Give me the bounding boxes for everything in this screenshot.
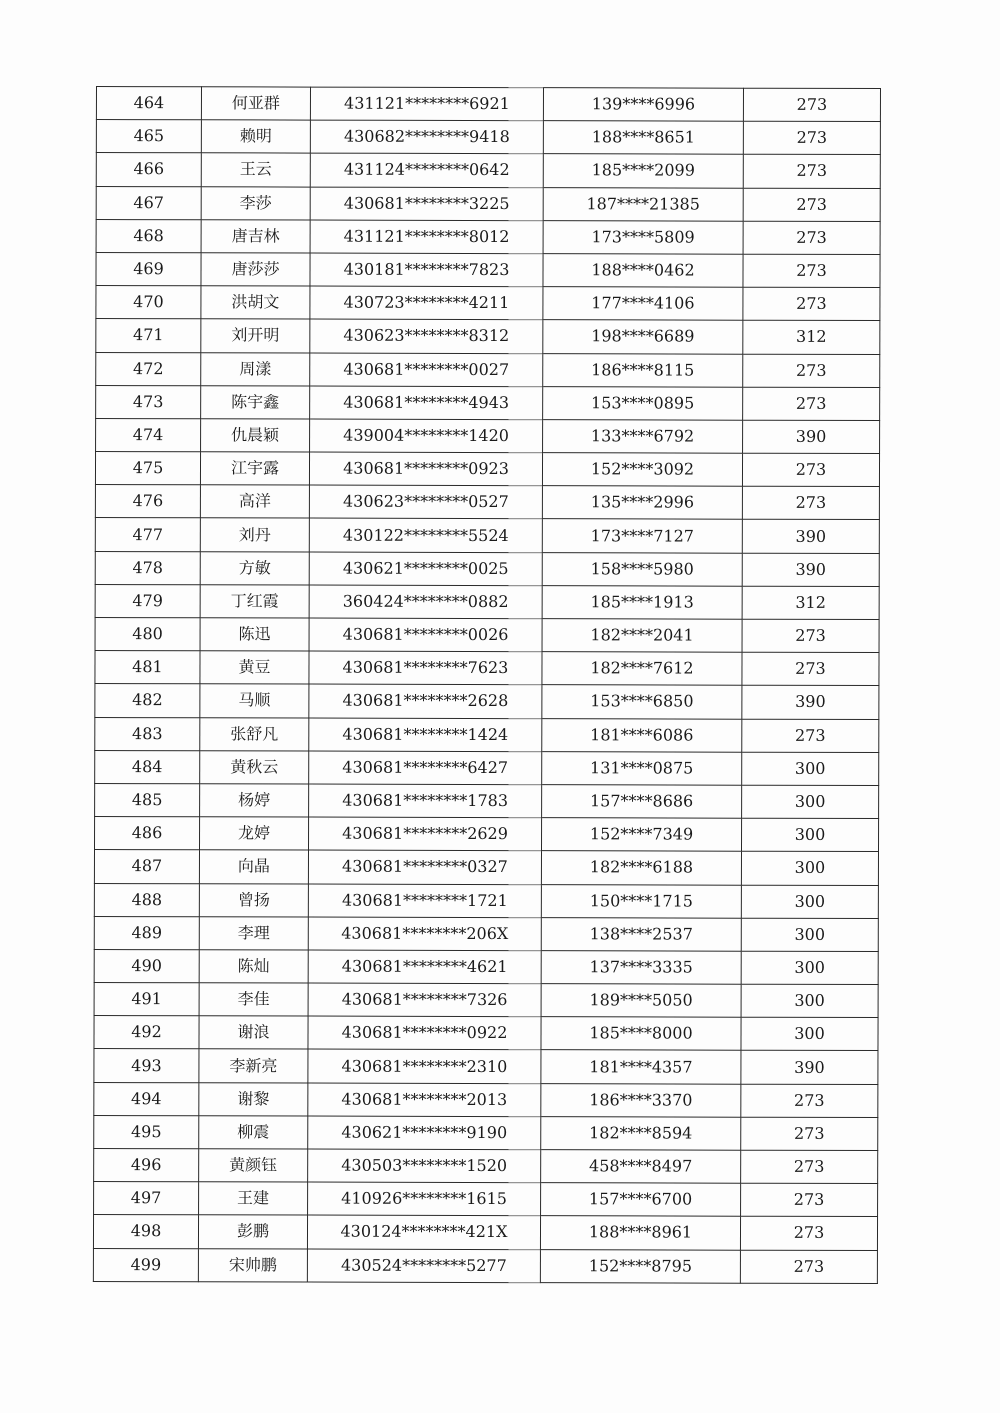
person-name-cell: 李莎 [201,186,310,219]
person-name-cell: 陈灿 [199,950,308,983]
phone-number-cell: 182****2041 [542,619,742,653]
table-row [96,87,880,122]
table-row [94,1182,878,1217]
person-name-cell: 彭鹏 [198,1215,307,1248]
row-number-cell: 482 [95,684,200,717]
phone-number-cell: 153****6850 [542,685,742,719]
amount-cell: 300 [742,785,879,819]
table-row [93,1248,877,1283]
phone-number-cell: 138****2537 [541,917,741,951]
amount-cell: 273 [742,652,879,686]
amount-cell: 390 [743,420,880,454]
person-name-cell: 黄颜钰 [199,1149,308,1182]
person-name-cell: 赖明 [201,120,310,153]
person-name-cell: 柳震 [199,1116,308,1149]
person-name-cell: 高洋 [200,485,309,518]
id-number-cell: 431121********6921 [310,87,543,121]
id-number-cell: 430681********2628 [309,684,542,718]
person-name-cell: 刘丹 [200,518,309,551]
table-row [95,783,879,818]
person-name-cell: 马顺 [200,684,309,717]
roster-table [93,86,881,1284]
table-row [95,817,879,852]
phone-number-cell: 135****2996 [542,486,742,520]
row-number-cell: 466 [96,153,201,186]
person-name-cell: 仇晨颖 [201,419,310,452]
amount-cell: 390 [742,686,879,720]
phone-number-cell: 186****8115 [543,353,743,387]
person-name-cell: 龙婷 [199,817,308,850]
row-number-cell: 498 [93,1215,198,1248]
phone-number-cell: 187****21385 [543,187,743,221]
amount-cell: 300 [741,951,878,985]
table-row [94,983,878,1018]
person-name-cell: 丁红霞 [200,585,309,618]
phone-number-cell: 198****6689 [543,320,743,354]
id-number-cell: 431121********8012 [310,220,543,254]
phone-number-cell: 157****8686 [542,785,742,819]
amount-cell: 273 [743,287,880,321]
row-number-cell: 480 [95,617,200,650]
amount-cell: 273 [741,1183,878,1217]
id-number-cell: 430681********2629 [308,817,541,851]
amount-cell: 300 [741,818,878,852]
table-row [94,1115,878,1150]
id-number-cell: 430623********0527 [309,485,542,519]
phone-number-cell: 181****4357 [541,1050,741,1084]
row-number-cell: 470 [96,286,201,319]
amount-cell: 312 [742,586,879,620]
phone-number-cell: 181****6086 [542,718,742,752]
amount-cell: 273 [743,254,880,288]
amount-cell: 273 [742,619,879,653]
table-row [94,1148,878,1183]
id-number-cell: 430681********1424 [309,718,542,752]
amount-cell: 273 [741,1117,878,1151]
table-row [95,551,879,586]
id-number-cell: 430681********2013 [308,1083,541,1117]
phone-number-cell: 185****8000 [541,1017,741,1051]
amount-cell: 273 [743,221,880,255]
table-row [96,286,880,321]
amount-cell: 300 [741,918,878,952]
table-row [96,120,880,155]
id-number-cell: 430681********6427 [309,751,542,785]
phone-number-cell: 153****0895 [543,386,743,420]
id-number-cell: 430681********1783 [309,784,542,818]
person-name-cell: 李新亮 [199,1049,308,1082]
row-number-cell: 467 [96,186,201,219]
phone-number-cell: 188****8651 [543,121,743,155]
table-row [95,485,879,520]
amount-cell: 273 [742,453,879,487]
amount-cell: 390 [742,553,879,587]
person-name-cell: 江宇露 [200,452,309,485]
person-name-cell: 谢浪 [199,1016,308,1049]
row-number-cell: 477 [95,518,200,551]
id-number-cell: 430681********206X [308,917,541,951]
table-row [96,385,880,420]
person-name-cell: 张舒凡 [200,717,309,750]
table-row [96,352,880,387]
person-name-cell: 何亚群 [201,87,310,120]
table-row [94,1049,878,1084]
id-number-cell: 360424********0882 [309,585,542,619]
table-row [96,186,880,221]
id-number-cell: 430122********5524 [309,518,542,552]
row-number-cell: 487 [94,850,199,883]
amount-cell: 273 [743,188,880,222]
id-number-cell: 430621********9190 [308,1116,541,1150]
phone-number-cell: 152****3092 [542,453,742,487]
phone-number-cell: 182****7612 [542,652,742,686]
phone-number-cell: 185****1913 [542,585,742,619]
row-number-cell: 474 [96,418,201,451]
id-number-cell: 431124********0642 [310,153,543,187]
amount-cell: 273 [743,387,880,421]
amount-cell: 273 [743,121,880,155]
table-row [96,153,880,188]
id-number-cell: 430681********7326 [308,983,541,1017]
table-row [95,617,879,652]
phone-number-cell: 458****8497 [541,1150,741,1184]
amount-cell: 273 [742,486,879,520]
row-number-cell: 468 [96,219,201,252]
person-name-cell: 周漾 [201,352,310,385]
table-row [94,1016,878,1051]
id-number-cell: 430524********5277 [307,1249,540,1283]
person-name-cell: 王云 [201,153,310,186]
phone-number-cell: 188****0462 [543,254,743,288]
roster-table-body [93,87,880,1284]
id-number-cell: 430181********7823 [310,253,543,287]
id-number-cell: 430681********7623 [309,651,542,685]
amount-cell: 273 [743,155,880,189]
amount-cell: 273 [741,1084,878,1118]
row-number-cell: 492 [94,1016,199,1049]
id-number-cell: 430621********0025 [309,552,542,586]
table-row [96,252,880,287]
amount-cell: 312 [743,321,880,355]
row-number-cell: 478 [95,551,200,584]
phone-number-cell: 131****0875 [542,751,742,785]
phone-number-cell: 137****3335 [541,951,741,985]
row-number-cell: 471 [96,319,201,352]
amount-cell: 390 [742,520,879,554]
id-number-cell: 430503********1520 [308,1149,541,1183]
amount-cell: 300 [741,984,878,1018]
phone-number-cell: 158****5980 [542,552,742,586]
amount-cell: 300 [741,852,878,886]
row-number-cell: 484 [95,750,200,783]
amount-cell: 390 [741,1051,878,1085]
table-row [94,1082,878,1117]
id-number-cell: 430681********0923 [309,452,542,486]
row-number-cell: 486 [95,817,200,850]
amount-cell: 273 [742,719,879,753]
table-row [96,319,880,354]
amount-cell: 273 [743,354,880,388]
person-name-cell: 黄豆 [200,651,309,684]
id-number-cell: 430681********4943 [310,386,543,420]
phone-number-cell: 177****4106 [543,287,743,321]
row-number-cell: 483 [95,717,200,750]
person-name-cell: 唐莎莎 [201,253,310,286]
id-number-cell: 430681********0026 [309,618,542,652]
row-number-cell: 495 [94,1115,199,1148]
table-row [95,651,879,686]
row-number-cell: 479 [95,584,200,617]
id-number-cell: 430623********8312 [310,319,543,353]
table-row [95,584,879,619]
table-row [94,916,878,951]
person-name-cell: 方敏 [200,551,309,584]
table-row [94,949,878,984]
amount-cell: 300 [741,885,878,919]
row-number-cell: 499 [93,1248,198,1281]
table-row [94,883,878,918]
row-number-cell: 473 [96,385,201,418]
person-name-cell: 宋帅鹏 [198,1248,307,1281]
table-row [94,850,878,885]
row-number-cell: 488 [94,883,199,916]
person-name-cell: 陈宇鑫 [201,385,310,418]
phone-number-cell: 182****8594 [541,1116,741,1150]
amount-cell: 273 [743,88,880,122]
row-number-cell: 490 [94,949,199,982]
id-number-cell: 430681********2310 [308,1049,541,1083]
row-number-cell: 485 [95,783,200,816]
person-name-cell: 刘开明 [201,319,310,352]
id-number-cell: 430124********421X [307,1215,540,1249]
id-number-cell: 430681********0327 [308,850,541,884]
row-number-cell: 472 [96,352,201,385]
row-number-cell: 497 [94,1182,199,1215]
row-number-cell: 465 [96,120,201,153]
table-row [95,750,879,785]
id-number-cell: 439004********1420 [310,419,543,453]
person-name-cell: 李理 [199,916,308,949]
amount-cell: 300 [742,752,879,786]
table-row [93,1215,877,1250]
id-number-cell: 430681********0922 [308,1016,541,1050]
row-number-cell: 481 [95,651,200,684]
table-row [96,219,880,254]
row-number-cell: 489 [94,916,199,949]
person-name-cell: 李佳 [199,983,308,1016]
phone-number-cell: 139****6996 [543,88,743,122]
row-number-cell: 491 [94,983,199,1016]
table-row [96,418,880,453]
person-name-cell: 洪胡文 [201,286,310,319]
amount-cell: 273 [740,1217,877,1251]
row-number-cell: 475 [95,452,200,485]
id-number-cell: 430681********0027 [310,353,543,387]
phone-number-cell: 186****3370 [541,1083,741,1117]
id-number-cell: 430681********1721 [308,884,541,918]
phone-number-cell: 152****7349 [541,818,741,852]
person-name-cell: 向晶 [199,850,308,883]
person-name-cell: 王建 [199,1182,308,1215]
table-row [95,684,879,719]
table-row [95,518,879,553]
person-name-cell: 唐吉林 [201,220,310,253]
person-name-cell: 黄秋云 [200,751,309,784]
id-number-cell: 430681********3225 [310,187,543,221]
row-number-cell: 476 [95,485,200,518]
row-number-cell: 464 [96,87,201,120]
person-name-cell: 曾扬 [199,883,308,916]
person-name-cell: 杨婷 [200,784,309,817]
amount-cell: 273 [741,1150,878,1184]
id-number-cell: 430681********4621 [308,950,541,984]
phone-number-cell: 185****2099 [543,154,743,188]
phone-number-cell: 173****7127 [542,519,742,553]
id-number-cell: 410926********1615 [308,1182,541,1216]
amount-cell: 273 [740,1250,877,1284]
row-number-cell: 496 [94,1148,199,1181]
phone-number-cell: 133****6792 [543,420,743,454]
phone-number-cell: 173****5809 [543,220,743,254]
person-name-cell: 陈迅 [200,618,309,651]
phone-number-cell: 150****1715 [541,884,741,918]
table-row [95,452,879,487]
id-number-cell: 430682********9418 [310,120,543,154]
person-name-cell: 谢黎 [199,1082,308,1115]
phone-number-cell: 182****6188 [541,851,741,885]
row-number-cell: 494 [94,1082,199,1115]
row-number-cell: 469 [96,252,201,285]
id-number-cell: 430723********4211 [310,286,543,320]
amount-cell: 300 [741,1017,878,1051]
table-row [95,717,879,752]
phone-number-cell: 157****6700 [541,1183,741,1217]
phone-number-cell: 152****8795 [540,1249,740,1283]
row-number-cell: 493 [94,1049,199,1082]
phone-number-cell: 189****5050 [541,984,741,1018]
phone-number-cell: 188****8961 [540,1216,740,1250]
